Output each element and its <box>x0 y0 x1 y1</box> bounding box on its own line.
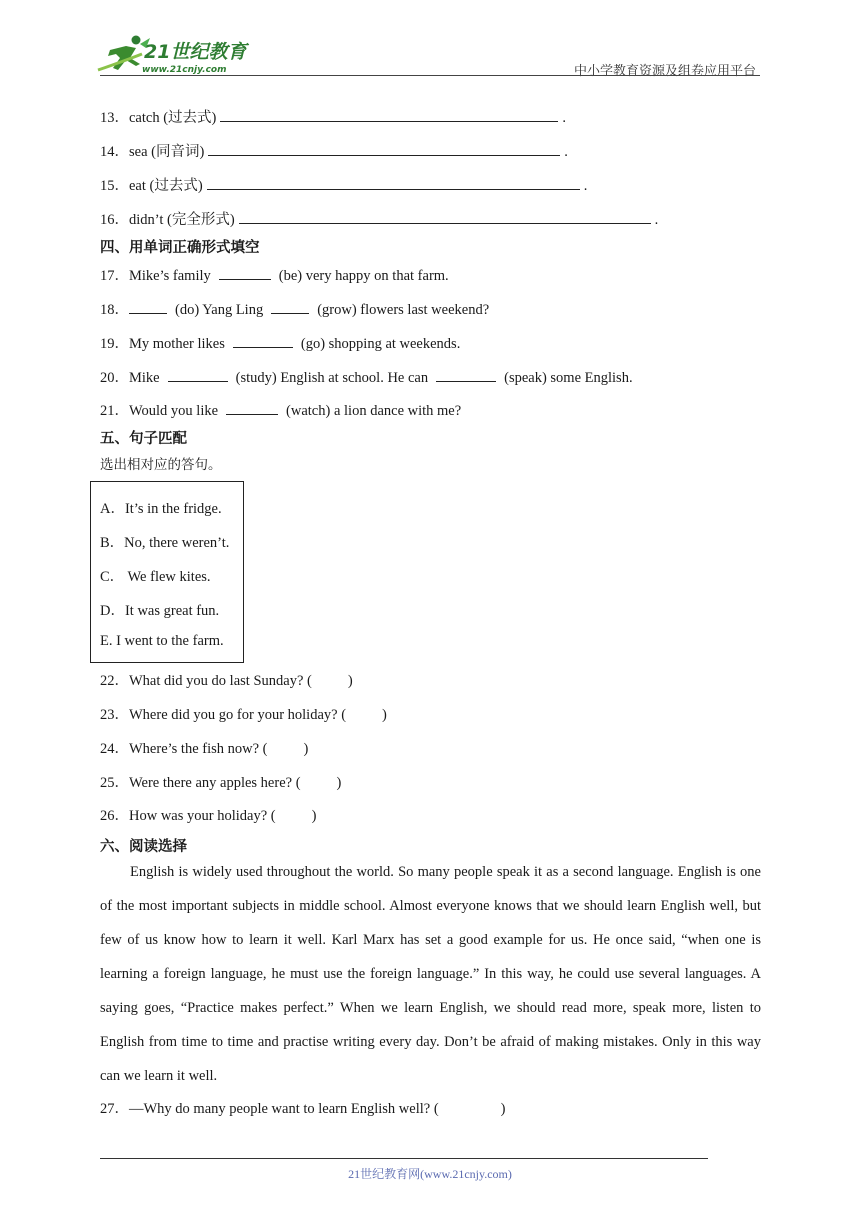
page-header <box>0 0 860 80</box>
question-13: 13．catch (过去式) . <box>100 107 566 127</box>
option-e: E. I went to the farm. <box>100 633 224 649</box>
answer-blank[interactable] <box>220 107 558 122</box>
answer-blank[interactable] <box>208 141 560 156</box>
answer-blank[interactable] <box>129 299 167 314</box>
answer-blank[interactable] <box>271 299 309 314</box>
section-4-heading: 四、用单词正确形式填空 <box>100 240 260 256</box>
logo <box>96 34 256 76</box>
section-5-heading: 五、句子匹配 <box>100 431 187 447</box>
answer-blank[interactable] <box>436 367 496 382</box>
question-23: 23．Where did you go for your holiday? ( ) <box>100 707 387 723</box>
question-15: 15．eat (过去式) . <box>100 175 587 195</box>
section-5-instruction: 选出相对应的答句。 <box>100 457 222 473</box>
answer-blank[interactable] <box>239 209 651 224</box>
question-14: 14．sea (同音词) . <box>100 141 568 161</box>
question-25: 25．Were there any apples here? ( ) <box>100 775 342 791</box>
header-divider <box>100 75 760 76</box>
answer-blank[interactable] <box>207 175 580 190</box>
question-19: 19．My mother likes (go) shopping at weekends. <box>100 333 460 353</box>
logo-main-text: 21世纪教育 <box>144 41 247 63</box>
question-20: 20．Mike (study) English at school. He can (speak) some English. <box>100 367 633 387</box>
answer-blank[interactable] <box>168 367 228 382</box>
section-6-heading: 六、阅读选择 <box>100 839 187 855</box>
option-b: B．No, there weren’t. <box>100 535 230 551</box>
answer-blank[interactable] <box>219 265 271 280</box>
answer-blank[interactable] <box>233 333 293 348</box>
question-22: 22．What did you do last Sunday? ( ) <box>100 673 353 689</box>
footer-divider <box>100 1158 708 1159</box>
options-box <box>90 481 244 663</box>
question-27: 27．—Why do many people want to learn English well? ( ) <box>100 1101 506 1117</box>
question-26: 26．How was your holiday? ( ) <box>100 808 317 824</box>
logo-url-text: www.21cnjy.com <box>142 65 227 75</box>
header-platform-text: 中小学教育资源及组卷应用平台 <box>573 64 756 79</box>
option-d: D．It was great fun. <box>100 603 220 619</box>
reading-passage: English is widely used throughout the world. So many people speak it as a second language. English is one of the most important subjects in middle school. Almost everyone knows that we should learn English well, but few of us know how to learn it well. Karl Marx has set a good example for us. He once said, “when one is learning a foreign language, he must use the foreign language.” In this way, he could use several languages. A saying goes, “Practice makes perfect.” When we learn English, we should read more, speak more, listen to English from time to time and practise writing every day. Don’t be afraid of making mistakes. Only in this way can we learn it well. <box>100 864 761 1084</box>
question-21: 21．Would you like (watch) a lion dance with me? <box>100 400 461 420</box>
question-16: 16．didn’t (完全形式) . <box>100 209 658 229</box>
option-c: C． We flew kites. <box>100 569 211 585</box>
answer-blank[interactable] <box>226 400 278 415</box>
footer-text: 21世纪教育网(www.21cnjy.com) <box>348 1167 512 1181</box>
question-17: 17．Mike’s family (be) very happy on that farm. <box>100 265 449 285</box>
option-a: A．It’s in the fridge. <box>100 501 222 517</box>
question-24: 24．Where’s the fish now? ( ) <box>100 741 309 757</box>
question-18: 18． (do) Yang Ling (grow) flowers last weekend? <box>100 299 489 319</box>
